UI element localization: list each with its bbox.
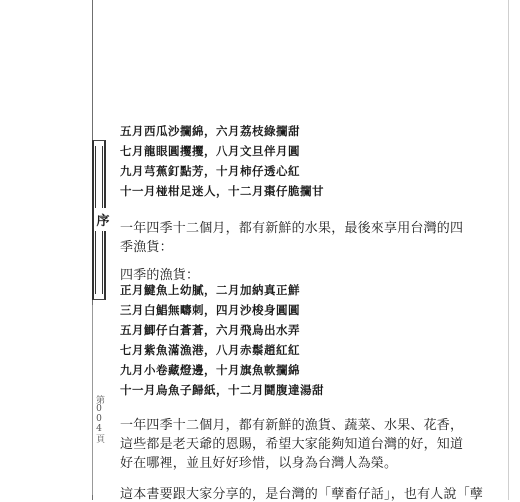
poem-line: 正月鰎魚上幼膩，二月加納真正鮮: [120, 283, 300, 297]
poem-line: 七月紫魚滿漁港，八月赤鬃趙紅紅: [120, 343, 300, 357]
poem-line: 五月西瓜沙攔綿，六月荔枝綠攔甜: [120, 124, 300, 138]
poem-line: 十一月烏魚子歸紙，十二月鬪腹達湯甜: [120, 383, 324, 397]
paragraph-line: 這本書要跟大家分享的，是台灣的「孽畜仔話」，也有人說「孽: [120, 487, 484, 502]
page-border-right: [508, 0, 509, 500]
paragraph-line: 一年四季十二個月，都有新鮮的水果，最後來享用台灣的四: [120, 221, 464, 236]
paragraph-line: 一年四季十二個月，都有新鮮的漁貨、蔬菜、水果、花香，: [120, 418, 464, 433]
poem-line: 九月芎蕉釘點芳，十月柿仔透心紅: [120, 164, 300, 178]
poem-line: 十一月椪柑足迷人，十二月棗仔脆攔甘: [120, 184, 324, 198]
section-heading: 四季的漁貨：: [120, 268, 200, 283]
poem-line: 七月龍眼圓攫攫，八月文旦伴月圓: [120, 144, 300, 158]
poem-line: 五月鯽仔白蒼蒼，六月飛烏出水弄: [120, 323, 300, 337]
page-number: 第004頁: [94, 395, 104, 443]
paragraph-line: 這些都是老天爺的恩賜，希望大家能夠知道台灣的好，知道: [120, 437, 464, 452]
poem-line: 三月白鯧無疇刺，四月沙梭身圓圓: [120, 303, 300, 317]
paragraph-line: 好在哪裡，並且好好珍惜，以身為台灣人為榮。: [120, 456, 398, 471]
poem-line: 九月小卷藏燈邊，十月旗魚軟攔綿: [120, 363, 300, 377]
paragraph-line: 季漁貨：: [120, 240, 173, 255]
chapter-label: 序: [95, 208, 111, 231]
